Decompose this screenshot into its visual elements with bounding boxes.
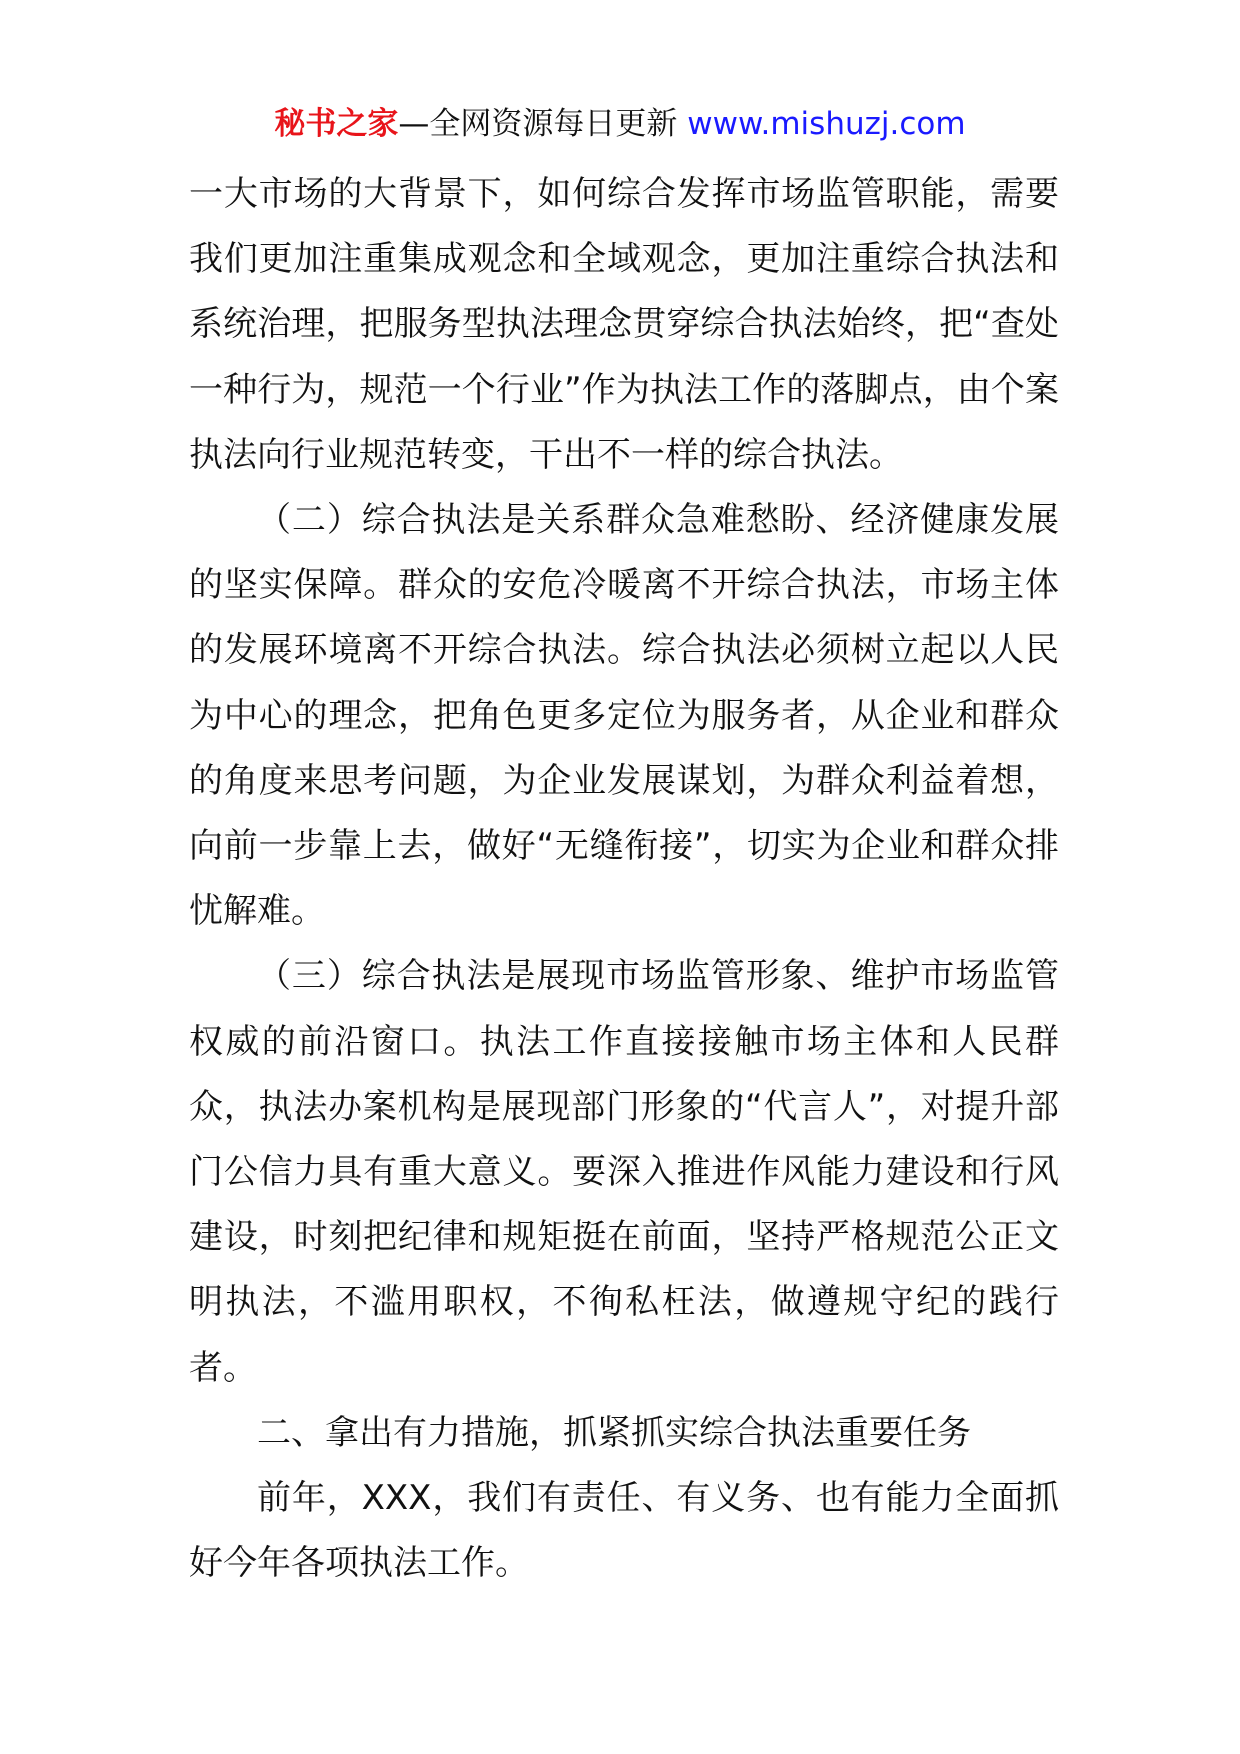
document-body: [189, 162, 1059, 1596]
paragraph-point-two: （二）综合执法是关系群众急难愁盼、经济健康发展的坚实保障。群众的安危冷暖离不开综合执法，市场主体的发展环境离不开综合执法。综合执法必须树立起以人民为中心的理念，把角色更多定位为服务者，从企业和群众的角度来思考问题，为企业发展谋划，为群众利益着想，向前一步靠上去，做好“无缝衔接”，切实为企业和群众排忧解难。: [189, 500, 1059, 932]
site-watermark-header: [0, 100, 1240, 148]
brand-name: 秘书之家: [274, 106, 399, 142]
paragraph-continued: 一大市场的大背景下，如何综合发挥市场监管职能，需要我们更加注重集成观念和全域观念，更加注重综合执法和系统治理，把服务型执法理念贯穿综合执法始终，把“查处一种行为，规范一个行业”作为执法工作的落脚点，由个案执法向行业规范转变，干出不一样的综合执法。: [189, 174, 1059, 475]
section-heading-two: 二、拿出有力措施，抓紧抓实综合执法重要任务: [257, 1412, 971, 1453]
site-url: www.mishuzj.com: [687, 106, 966, 142]
paragraph-point-three: （三）综合执法是展现市场监管形象、维护市场监管权威的前沿窗口。执法工作直接接触市场主体和人民群众，执法办案机构是展现部门形象的“代言人”，对提升部门公信力具有重大意义。要深入推进作风能力建设和行风建设，时刻把纪律和规矩挺在前面，坚持严格规范公正文明执法，不滥用职权，不徇私枉法，做遵规守纪的践行者。: [189, 956, 1059, 1388]
paragraph-intro: 前年，XXX，我们有责任、有义务、也有能力全面抓好今年各项执法工作。: [189, 1478, 1059, 1584]
brand-slogan: —全网资源每日更新: [398, 106, 688, 142]
